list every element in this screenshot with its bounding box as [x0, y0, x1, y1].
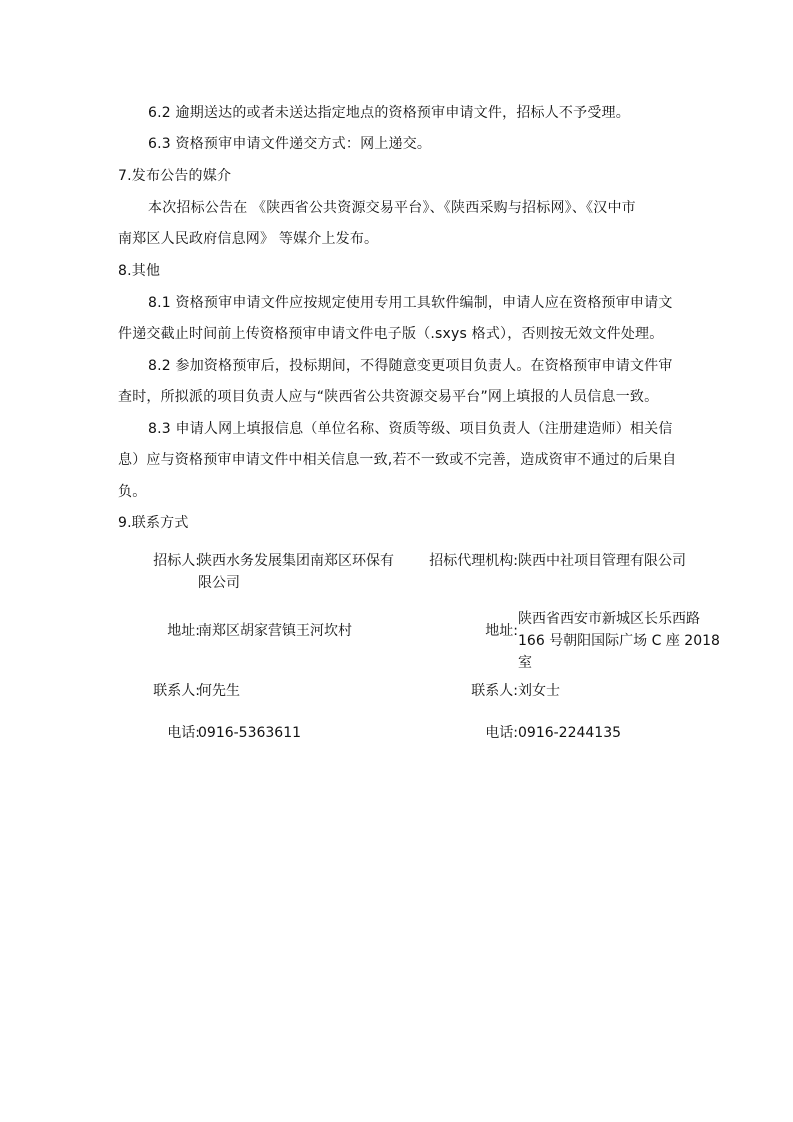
- agency-address-label: 地址:: [485, 623, 518, 639]
- section-7-heading: 7.发布公告的媒介: [118, 168, 232, 184]
- clause-7-line-2: 南郑区人民政府信息网》 等媒介上发布。: [118, 231, 379, 247]
- clause-8-3-line-1: 8.3 申请人网上填报信息（单位名称、资质等级、项目负责人（注册建造师）相关信: [148, 421, 673, 437]
- tenderer-phone-value: 0916-5363611: [198, 725, 302, 741]
- agency-phone-label: 电话:: [485, 725, 518, 741]
- tenderer-address-value: 南郑区胡家营镇王河坎村: [198, 623, 352, 639]
- clause-8-2-line-1: 8.2 参加资格预审后，投标期间，不得随意变更项目负责人。在资格预审申请文件审: [148, 358, 673, 374]
- tenderer-contact-label: 联系人:: [153, 683, 200, 699]
- section-8-heading: 8.其他: [118, 263, 161, 279]
- agency-phone-value: 0916-2244135: [518, 725, 622, 741]
- agency-address-value: 陕西省西安市新城区长乐西路 166 号朝阳国际广场 C 座 2018 室: [518, 611, 720, 671]
- section-9-heading: 9.联系方式: [118, 515, 189, 531]
- clause-8-3-line-3: 负。: [118, 484, 147, 500]
- clause-6-2: 6.2 逾期送达的或者未送达指定地点的资格预审申请文件，招标人不予受理。: [148, 105, 630, 121]
- tenderer-contact-value: 何先生: [198, 683, 240, 699]
- clause-8-1-line-2: 件递交截止时间前上传资格预审申请文件电子版（.sxys 格式），否则按无效文件处理。: [118, 326, 664, 342]
- clause-8-1-line-1: 8.1 资格预审申请文件应按规定使用专用工具软件编制，申请人应在资格预审申请文: [148, 295, 673, 311]
- clause-8-2-line-2: 查时，所拟派的项目负责人应与“陕西省公共资源交易平台”网上填报的人员信息一致。: [118, 389, 659, 405]
- clause-6-3: 6.3 资格预审申请文件递交方式：网上递交。: [148, 136, 432, 152]
- tenderer-label: 招标人:: [153, 553, 200, 569]
- agency-value: 陕西中社项目管理有限公司: [518, 553, 686, 569]
- tenderer-phone-label: 电话:: [167, 725, 200, 741]
- tenderer-value: 陕西水务发展集团南郑区环保有限公司: [198, 553, 394, 591]
- agency-contact-label: 联系人:: [471, 683, 518, 699]
- clause-8-3-line-2: 息）应与资格预审申请文件中相关信息一致,若不一致或不完善，造成资审不通过的后果自: [118, 452, 677, 468]
- clause-7-line-1: 本次招标公告在 《陕西省公共资源交易平台》、《陕西采购与招标网》、《汉中市: [148, 200, 636, 216]
- agency-label: 招标代理机构:: [429, 553, 518, 569]
- agency-contact-value: 刘女士: [518, 683, 560, 699]
- tenderer-address-label: 地址:: [167, 623, 200, 639]
